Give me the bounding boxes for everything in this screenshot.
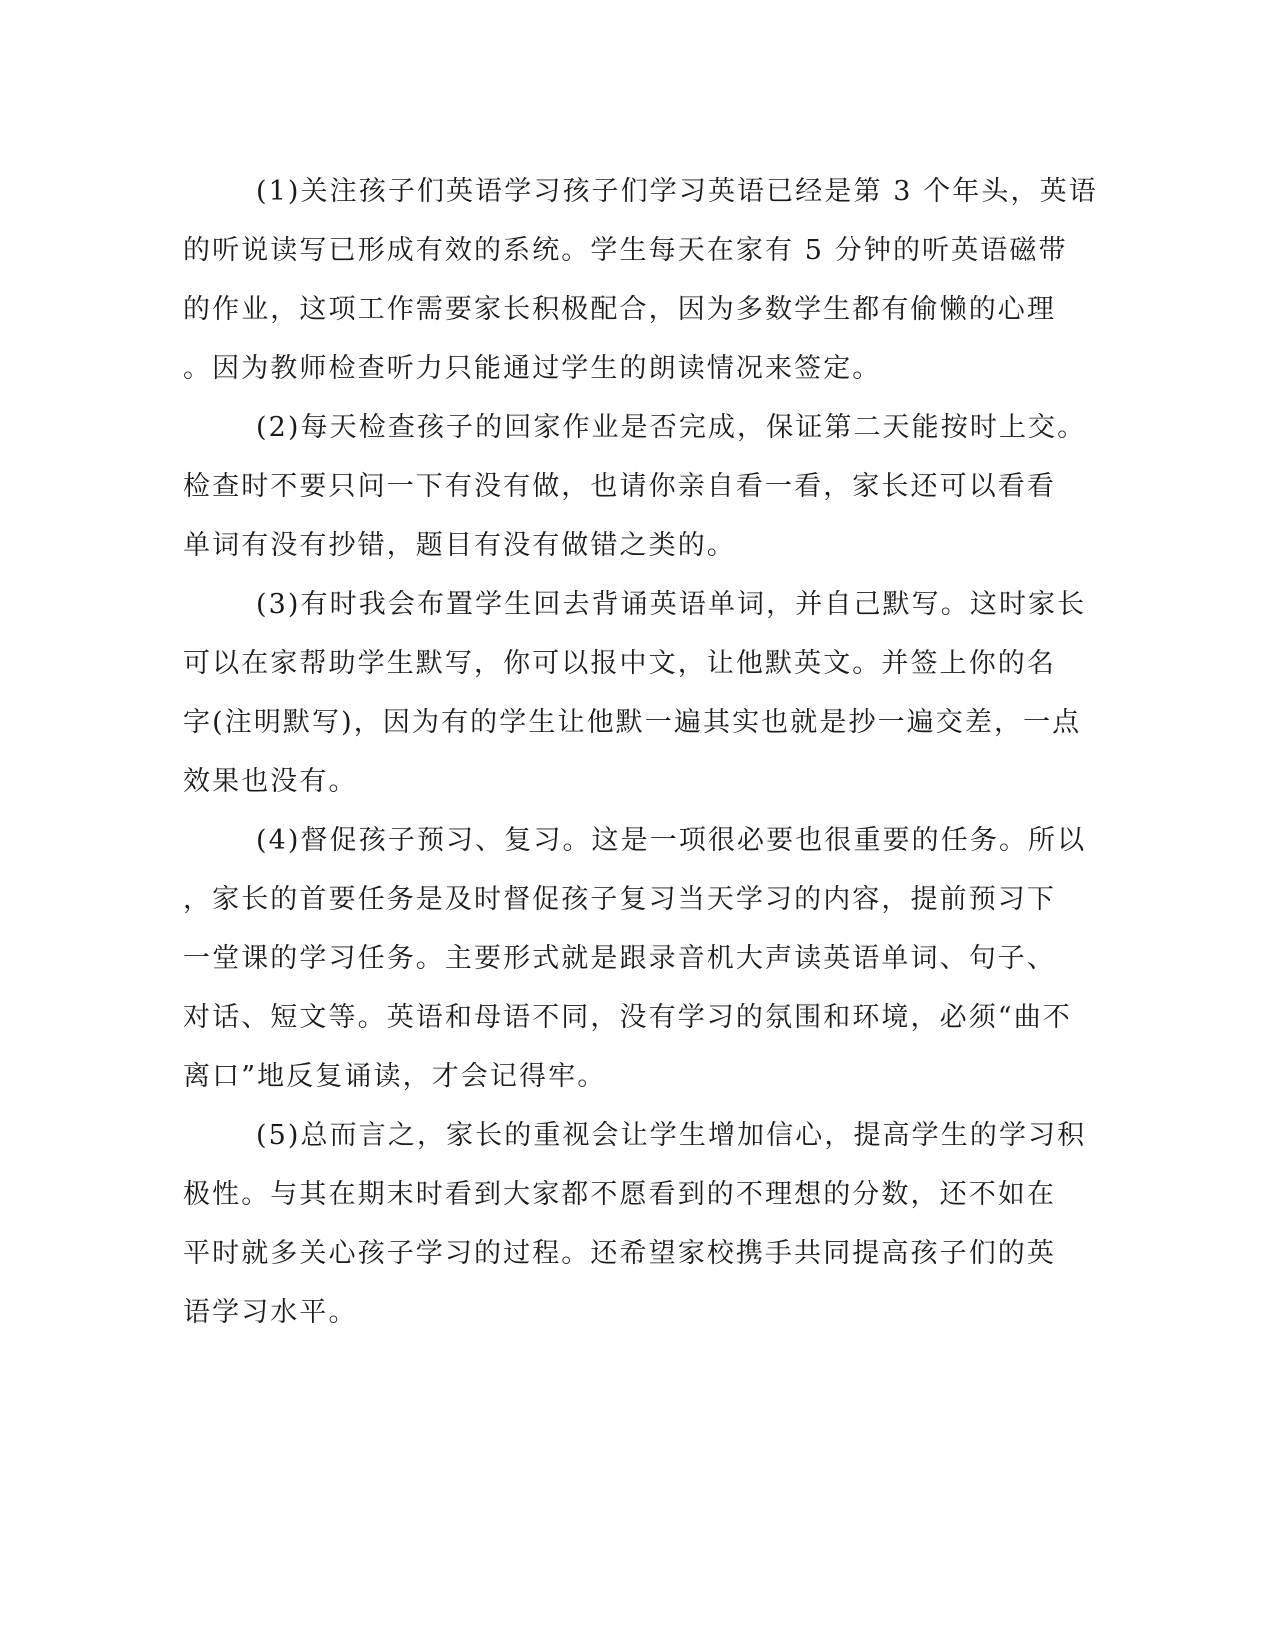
paragraph-3 [183, 575, 1088, 811]
text-line: ，家长的首要任务是及时督促孩子复习当天学习的内容，提前预习下 [183, 884, 1056, 915]
paragraph-1 [183, 162, 1098, 398]
text-line: 可以在家帮助学生默写，你可以报中文，让他默英文。并签上你的名 [183, 648, 1056, 679]
document-body [183, 162, 1098, 1342]
text-line: (5)总而言之，家长的重视会让学生增加信心，提高学生的学习积 [256, 1120, 1087, 1151]
paragraph-5 [183, 1106, 1088, 1342]
text-line: 检查时不要只问一下有没有做，也请你亲自看一看，家长还可以看看 [183, 471, 1056, 502]
text-line: (1)关注孩子们英语学习孩子们学习英语已经是第 3 个年头，英语 [256, 176, 1098, 207]
text-line: 对话、短文等。英语和母语不同，没有学习的氛围和环境，必须“曲不 [183, 1002, 1072, 1033]
text-line: 单词有没有抄错，题目有没有做错之类的。 [183, 530, 736, 561]
text-line: 效果也没有。 [183, 766, 358, 797]
text-line: 。因为教师检查听力只能通过学生的朗读情况来签定。 [183, 353, 882, 384]
text-line: 一堂课的学习任务。主要形式就是跟录音机大声读英语单词、句子、 [183, 943, 1056, 974]
paragraph-2 [183, 398, 1088, 575]
text-line: 平时就多关心孩子学习的过程。还希望家校携手共同提高孩子们的英 [183, 1238, 1056, 1269]
text-line: (2)每天检查孩子的回家作业是否完成，保证第二天能按时上交。 [256, 412, 1087, 443]
text-line: 离口”地反复诵读，才会记得牢。 [183, 1061, 607, 1092]
text-line: 极性。与其在期末时看到大家都不愿看到的不理想的分数，还不如在 [183, 1179, 1056, 1210]
text-line: 字(注明默写)，因为有的学生让他默一遍其实也就是抄一遍交差，一点 [183, 707, 1082, 738]
text-line: (4)督促孩子预习、复习。这是一项很必要也很重要的任务。所以 [256, 825, 1087, 856]
paragraph-4 [183, 811, 1088, 1106]
text-line: 的作业，这项工作需要家长积极配合，因为多数学生都有偷懒的心理 [183, 294, 1056, 325]
text-line: 的听说读写已形成有效的系统。学生每天在家有 5 分钟的听英语磁带 [183, 235, 1068, 266]
text-line: (3)有时我会布置学生回去背诵英语单词，并自己默写。这时家长 [256, 589, 1087, 620]
text-line: 语学习水平。 [183, 1297, 358, 1328]
